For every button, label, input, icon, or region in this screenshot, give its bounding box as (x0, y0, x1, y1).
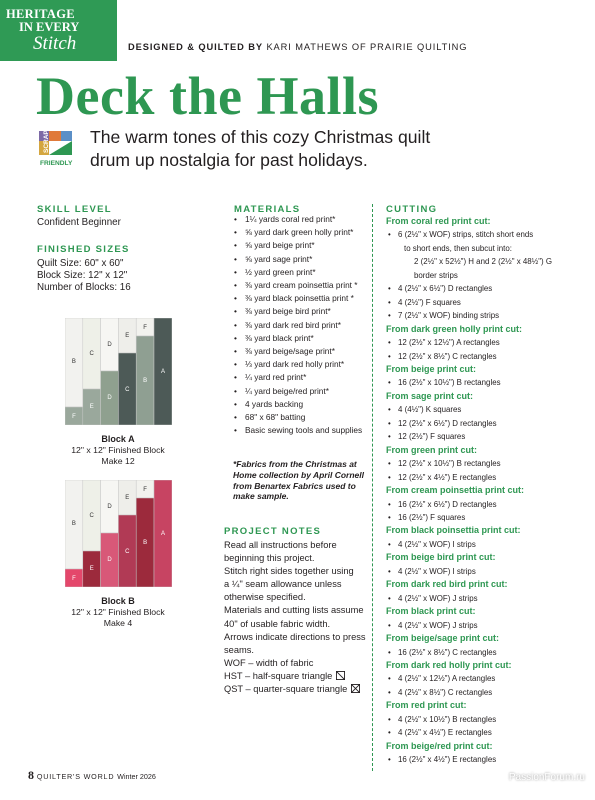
block-a-label: F (72, 414, 76, 420)
project-note-line (224, 578, 366, 591)
material-item: • ⅜ yard black poinsettia print * (234, 292, 362, 305)
block-b-label: D (107, 504, 112, 510)
page-footer (28, 768, 156, 783)
cutting-item: • 4 (2½" x WOF) J strips (386, 619, 552, 632)
project-note-line (224, 644, 366, 657)
cutting-item: • 4 (2½" x WOF) I strips (386, 565, 552, 578)
cutting-item: • 7 (2½" x WOF) binding strips (386, 309, 552, 322)
project-note-text: Read all instructions before (224, 540, 337, 550)
material-item: • ½ yard green print* (234, 266, 362, 279)
material-item: • Basic sewing tools and supplies (234, 424, 362, 437)
cutting-subheading: From coral red print cut: (386, 216, 491, 226)
project-notes-heading: PROJECT NOTES (224, 526, 322, 537)
cutting-item: • 4 (2½" x 12½") A rectangles (386, 672, 552, 685)
material-item: • ⅝ yard beige print* (234, 239, 362, 252)
byline (128, 42, 467, 52)
badge-friendly-text: FRIENDLY (40, 160, 73, 167)
materials-list (234, 213, 362, 437)
project-note-line (224, 539, 366, 552)
cutting-item: • 12 (2½") F squares (386, 430, 552, 443)
scrap-friendly-badge (37, 129, 74, 169)
material-item: • ⅓ yard dark red holly print* (234, 358, 362, 371)
project-note-line (224, 591, 366, 604)
block-a-label: E (125, 333, 130, 339)
cutting-subheading: From dark green holly print cut: (386, 323, 523, 334)
block-b-label: C (89, 513, 94, 519)
block-b-label: E (125, 495, 130, 501)
cutting-subheading: From beige bird print cut: (386, 552, 496, 563)
block-a-label: C (89, 351, 94, 357)
block-b-make: Make 4 (103, 618, 133, 628)
block-a-label: B (71, 359, 76, 365)
block-b-label: B (71, 521, 76, 527)
fabric-note: *Fabrics from the Christmas at Home collection by April Cornell from Benartex Fabrics used to make sample. (233, 459, 364, 502)
quilt-size: Quilt Size: 60" x 60" (37, 258, 124, 269)
project-note-text: a ¼" seam allowance unless (224, 579, 342, 590)
cutting-item: • 16 (2½" x 8½") C rectangles (386, 646, 552, 659)
quarter-square-triangle-icon (351, 684, 360, 693)
cutting-item: • 4 (4½") K squares (386, 403, 552, 416)
block-count: Number of Blocks: 16 (37, 282, 131, 293)
material-item: • 1¼ yards coral red print* (234, 213, 362, 226)
cutting-subheading: From red print cut: (386, 700, 467, 711)
cutting-item: • 6 (2½" x WOF) strips, stitch short ends (386, 228, 552, 241)
cutting-item: 2 (2½" x 52½") H and 2 (2½" x 48½") G (414, 257, 552, 267)
cutting-item: • 12 (2½" x 4½") E rectangles (386, 471, 552, 484)
block-a-label: B (143, 378, 148, 384)
cutting-item: • 4 (2½" x 8½") C rectangles (386, 686, 552, 699)
page-title: Deck the Halls (36, 66, 379, 126)
watermark: PassionForum.ru (508, 772, 585, 783)
cutting-subheading: From beige/sage print cut: (386, 633, 500, 644)
cutting-list (386, 215, 552, 767)
cutting-item: to short ends, then subcut into: (404, 243, 512, 253)
badge-line-2: IN EVERY (19, 20, 80, 34)
project-note-text: Materials and cutting lists assume (224, 605, 364, 616)
project-note-text: Arrows indicate directions to press (224, 631, 366, 642)
cutting-item: • 4 (2½" x WOF) I strips (386, 538, 552, 551)
material-item: • ⅜ yard cream poinsettia print * (234, 279, 362, 292)
page-number: 8 (28, 768, 34, 782)
byline-prefix: DESIGNED & QUILTED BY (128, 42, 263, 52)
block-a-title: Block A (101, 434, 135, 444)
cutting-subheading: From cream poinsettia print cut: (386, 485, 525, 496)
block-size: Block Size: 12" x 12" (37, 270, 128, 281)
block-a-label: D (107, 395, 112, 401)
project-note-line (224, 604, 366, 617)
block-a-label: F (143, 325, 147, 331)
block-b-label: D (107, 557, 112, 563)
material-item: • ⅜ yard dark red bird print* (234, 319, 362, 332)
block-b-label: F (143, 487, 147, 493)
block-a-label: C (125, 387, 130, 393)
material-item: • ⅜ yard beige bird print* (234, 305, 362, 318)
cutting-item: • 16 (2½" x 10½") B rectangles (386, 376, 552, 389)
block-a-label: D (107, 342, 112, 348)
subtitle-line: The warm tones of this cozy Christmas quilt (90, 127, 431, 147)
block-a-make: Make 12 (101, 456, 135, 466)
project-note-text: WOF – width of fabric (224, 657, 314, 668)
material-item: • ⅝ yard dark green holly print* (234, 226, 362, 239)
material-item: • ¼ yard beige/red print* (234, 385, 362, 398)
cutting-item: • 4 (2½" x 10½") B rectangles (386, 713, 552, 726)
block-b-label: C (125, 549, 130, 555)
project-note-text: otherwise specified. (224, 592, 306, 603)
materials-heading: MATERIALS (234, 204, 301, 215)
block-b-label: E (89, 566, 94, 572)
subtitle-line: drum up nostalgia for past holidays. (90, 150, 368, 170)
block-b-label: A (160, 531, 166, 537)
material-item: • ¼ yard red print* (234, 371, 362, 384)
column-divider (372, 204, 373, 771)
project-note-line (224, 618, 366, 631)
cutting-heading: CUTTING (386, 204, 438, 215)
material-item: • 4 yards backing (234, 398, 362, 411)
project-note-text: beginning this project. (224, 553, 315, 564)
material-item: • 68" x 68" batting (234, 411, 362, 424)
project-note-line (224, 631, 366, 644)
block-a-label: E (89, 404, 94, 410)
cutting-subheading: From beige print cut: (386, 363, 476, 374)
block-a-diagram (65, 318, 172, 425)
cutting-item: • 12 (2½" x 8½") C rectangles (386, 350, 552, 363)
project-note-text: QST – quarter-square triangle (224, 684, 348, 695)
project-note-line (224, 670, 366, 683)
material-item: • ⅜ yard black print* (234, 332, 362, 345)
heritage-badge (0, 0, 117, 61)
cutting-item: • 4 (2½" x WOF) J strips (386, 592, 552, 605)
project-note-text: seams. (224, 644, 254, 655)
cutting-subheading: From green print cut: (386, 444, 478, 455)
byline-designer: KARI MATHEWS OF PRAIRIE QUILTING (266, 42, 468, 52)
project-note-line (224, 657, 366, 670)
cutting-subheading: From black poinsettia print cut: (386, 525, 521, 536)
project-note-line (224, 552, 366, 565)
magazine-name: QUILTER'S WORLD (36, 772, 115, 781)
skill-level-heading: SKILL LEVEL (37, 204, 112, 215)
skill-level-value: Confident Beginner (37, 217, 121, 228)
material-item: • ⅜ yard beige/sage print* (234, 345, 362, 358)
cutting-item: • 4 (2½" x 4½") E rectangles (386, 726, 552, 739)
block-b-caption (53, 596, 183, 629)
cutting-item: border strips (414, 270, 458, 280)
cutting-item: • 12 (2½" x 6½") D rectangles (386, 417, 552, 430)
badge-scrap-text: SCRAP (43, 130, 50, 153)
cutting-subheading: From beige/red print cut: (386, 740, 493, 751)
badge-line-1: HERITAGE (6, 7, 75, 21)
badge-line-3: Stitch (33, 33, 77, 54)
cutting-item: • 4 (2½") F squares (386, 296, 552, 309)
project-note-text: 40" of usable fabric width. (224, 618, 331, 629)
project-note-text: HST – half-square triangle (224, 670, 333, 681)
project-note-text: Stitch right sides together using (224, 566, 354, 577)
cutting-item: • 12 (2½" x 12½") A rectangles (386, 336, 552, 349)
cutting-subheading: From dark red bird print cut: (386, 579, 508, 590)
half-square-triangle-icon (336, 671, 345, 680)
block-a-label: A (160, 369, 166, 375)
project-note-line (224, 683, 366, 696)
issue-date: Winter 2026 (117, 772, 156, 781)
project-notes-list (224, 539, 366, 696)
block-b-label: F (72, 576, 76, 582)
cutting-subheading: From sage print cut: (386, 390, 474, 401)
cutting-subheading: From black print cut: (386, 606, 476, 617)
material-item: • ⅝ yard sage print* (234, 253, 362, 266)
cutting-subheading: From dark red holly print cut: (386, 659, 512, 670)
cutting-item: • 16 (2½" x 6½") D rectangles (386, 498, 552, 511)
block-a-caption (53, 434, 183, 467)
block-b-diagram (65, 480, 172, 587)
block-a-size: 12" x 12" Finished Block (71, 445, 165, 455)
project-note-line (224, 565, 366, 578)
block-b-label: B (143, 540, 148, 546)
block-b-title: Block B (101, 596, 135, 606)
block-b-size: 12" x 12" Finished Block (71, 607, 165, 617)
cutting-item: • 4 (2½" x 6½") D rectangles (386, 282, 552, 295)
cutting-item: • 16 (2½") F squares (386, 511, 552, 524)
cutting-item: • 16 (2½" x 4½") E rectangles (386, 753, 552, 766)
finished-sizes-heading: FINISHED SIZES (37, 244, 130, 255)
subtitle (90, 126, 550, 172)
cutting-item: • 12 (2½" x 10½") B rectangles (386, 457, 552, 470)
